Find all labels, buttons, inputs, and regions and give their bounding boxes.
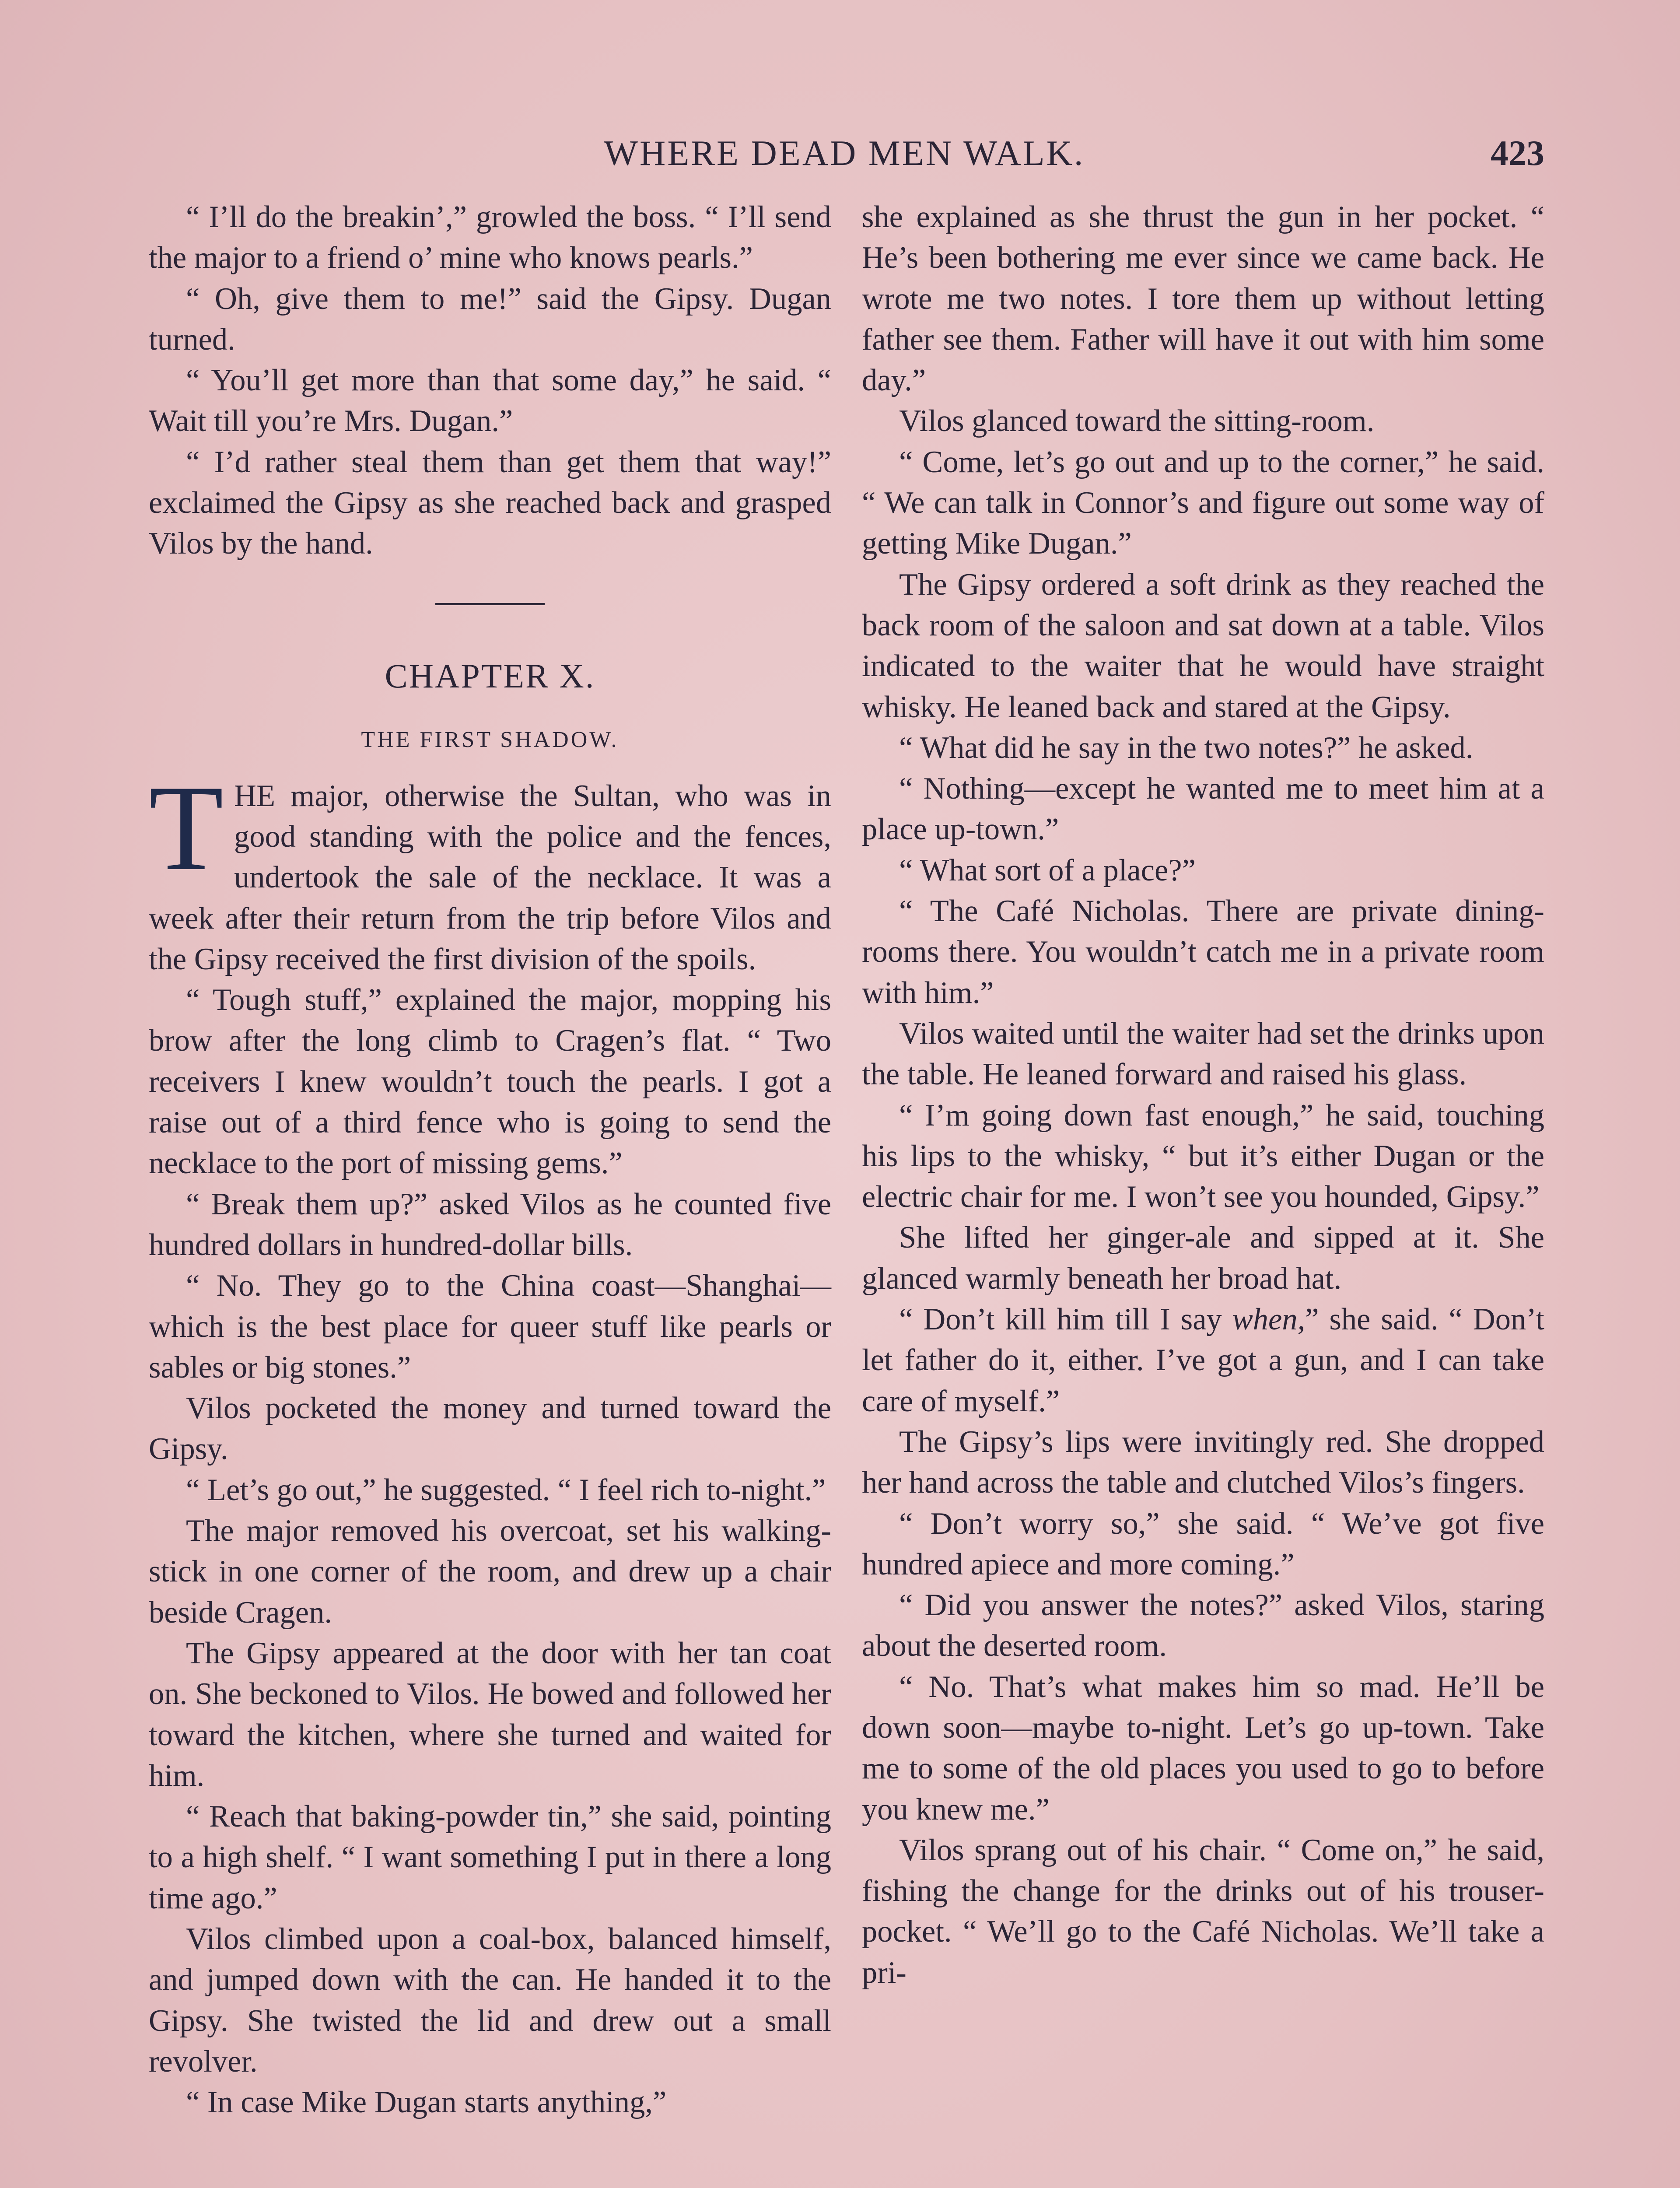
running-title: WHERE DEAD MEN WALK. (604, 133, 1085, 173)
emphasis-text: when, (1232, 1302, 1306, 1337)
right-column (862, 197, 1544, 1993)
opening-text: HE major, otherwise the Sultan, who was in good standing with the police and the fences, undertook the sale of the necklace. It was a week after their return from the trip before Vilos and the Gipsy received the first division of the spoils. (149, 778, 831, 976)
paragraph: “ What did he say in the two notes?” he asked. (899, 730, 1474, 765)
paragraph: Vilos pocketed the money and turned toward the Gipsy. (149, 1391, 831, 1466)
paragraph: The Gipsy ordered a soft drink as they reached the back room of the saloon and sat down at a table. Vilos indicated to the waiter that he would have straight whisky. He leaned back and stared at the Gipsy. (862, 567, 1544, 724)
paragraph: “ Break them up?” asked Vilos as he counted five hundred dollars in hundred-dollar bills. (149, 1187, 831, 1262)
paragraph: “ I’d rather steal them than get them that way!” exclaimed the Gipsy as she reached back and grasped Vilos by the hand. (149, 445, 831, 561)
paragraph: “ No. That’s what makes him so mad. He’ll be down soon—maybe to-night. Let’s go up-town. Take me to some of the old places you used to go to before you knew me.” (862, 1669, 1544, 1827)
chapter-subtitle: THE FIRST SHADOW. (361, 727, 619, 752)
left-column (149, 197, 831, 2123)
paragraph: “ The Café Nicholas. There are private dining-rooms there. You wouldn’t catch me in a private room with him.” (862, 894, 1544, 1010)
paragraph-text: “ Don’t kill him till I say (899, 1302, 1232, 1337)
paragraph: Vilos climbed upon a coal-box, balanced himself, and jumped down with the can. He handed it to the Gipsy. She twisted the lid and drew out a small revolver. (149, 1922, 831, 2079)
paragraph: “ I’m going down fast enough,” he said, touching his lips to the whisky, “ but it’s either Dugan or the electric chair for me. I won’t see you hounded, Gipsy.” (862, 1098, 1544, 1214)
paragraph: The major removed his overcoat, set his walking-stick in one corner of the room, and drew up a chair beside Cragen. (149, 1514, 831, 1630)
paragraph: “ Tough stuff,” explained the major, mopping his brow after the long climb to Cragen’s flat. “ Two receivers I knew wouldn’t touch the pearls. I got a raise out of a third fence who is going to send the necklace to the port of missing gems.” (149, 983, 831, 1181)
running-head (144, 123, 1544, 184)
chapter-opening-paragraph (149, 759, 831, 980)
paragraph: The Gipsy appeared at the door with her tan coat on. She beckoned to Vilos. He bowed and followed her toward the kitchen, where she turned and waited for him. (149, 1636, 831, 1793)
paragraph: “ What sort of a place?” (899, 853, 1196, 887)
chapter-title: CHAPTER X. (385, 656, 595, 695)
paragraph: “ No. They go to the China coast—Shanghai—which is the best place for queer stuff like pearls or sables or big stones.” (149, 1269, 831, 1385)
paragraph: “ You’ll get more than that some day,” he said. “ Wait till you’re Mrs. Dugan.” (149, 363, 831, 438)
paragraph: “ Oh, give them to me!” said the Gipsy. Dugan turned. (149, 281, 831, 357)
paragraph: “ Come, let’s go out and up to the corner,” he said. “ We can talk in Connor’s and figure out some way of getting Mike Dugan.” (862, 445, 1544, 561)
paragraph: She lifted her ginger-ale and sipped at it. She glanced warmly beneath her broad hat. (862, 1220, 1544, 1296)
paragraph: “ Let’s go out,” he suggested. “ I feel rich to-night.” (186, 1473, 826, 1507)
paragraph: “ Don’t worry so,” she said. “ We’ve got five hundred apiece and more coming.” (862, 1506, 1544, 1581)
paragraph: Vilos waited until the waiter had set the drinks upon the table. He leaned forward and raised his glass. (862, 1016, 1544, 1092)
paragraph: “ In case Mike Dugan starts anything,” (186, 2085, 667, 2120)
paragraph: “ Nothing—except he wanted me to meet him at a place up-town.” (862, 771, 1544, 847)
paragraph (862, 1299, 1544, 1422)
paragraph: Vilos sprang out of his chair. “ Come on,” he said, fishing the change for the drinks out of his trouser-pocket. “ We’ll go to the Café Nicholas. We’ll take a pri- (862, 1833, 1544, 1990)
paragraph: “ Reach that baking-powder tin,” she said, pointing to a high shelf. “ I want something I put in there a long time ago.” (149, 1799, 831, 1915)
section-divider (435, 603, 545, 605)
page-number: 423 (1491, 133, 1544, 173)
paragraph: “ I’ll do the breakin’,” growled the boss. “ I’ll send the major to a friend o’ mine who knows pearls.” (149, 200, 831, 275)
paragraph: The Gipsy’s lips were invitingly red. She dropped her hand across the table and clutched Vilos’s fingers. (862, 1424, 1544, 1500)
drop-cap: T (149, 759, 224, 896)
continued-paragraph: she explained as she thrust the gun in her pocket. “ He’s been bothering me ever since we came back. He wrote me two notes. I tore them up without letting father see them. Father will have it out with him some day.” (862, 200, 1544, 398)
paragraph: “ Did you answer the notes?” asked Vilos, staring about the deserted room. (862, 1588, 1544, 1663)
paragraph-text: ” she said. “ Don’t let father do it, either. I’ve got a gun, and I can take care of myself.” (862, 1302, 1545, 1418)
paragraph: Vilos glanced toward the sitting-room. (899, 404, 1375, 438)
